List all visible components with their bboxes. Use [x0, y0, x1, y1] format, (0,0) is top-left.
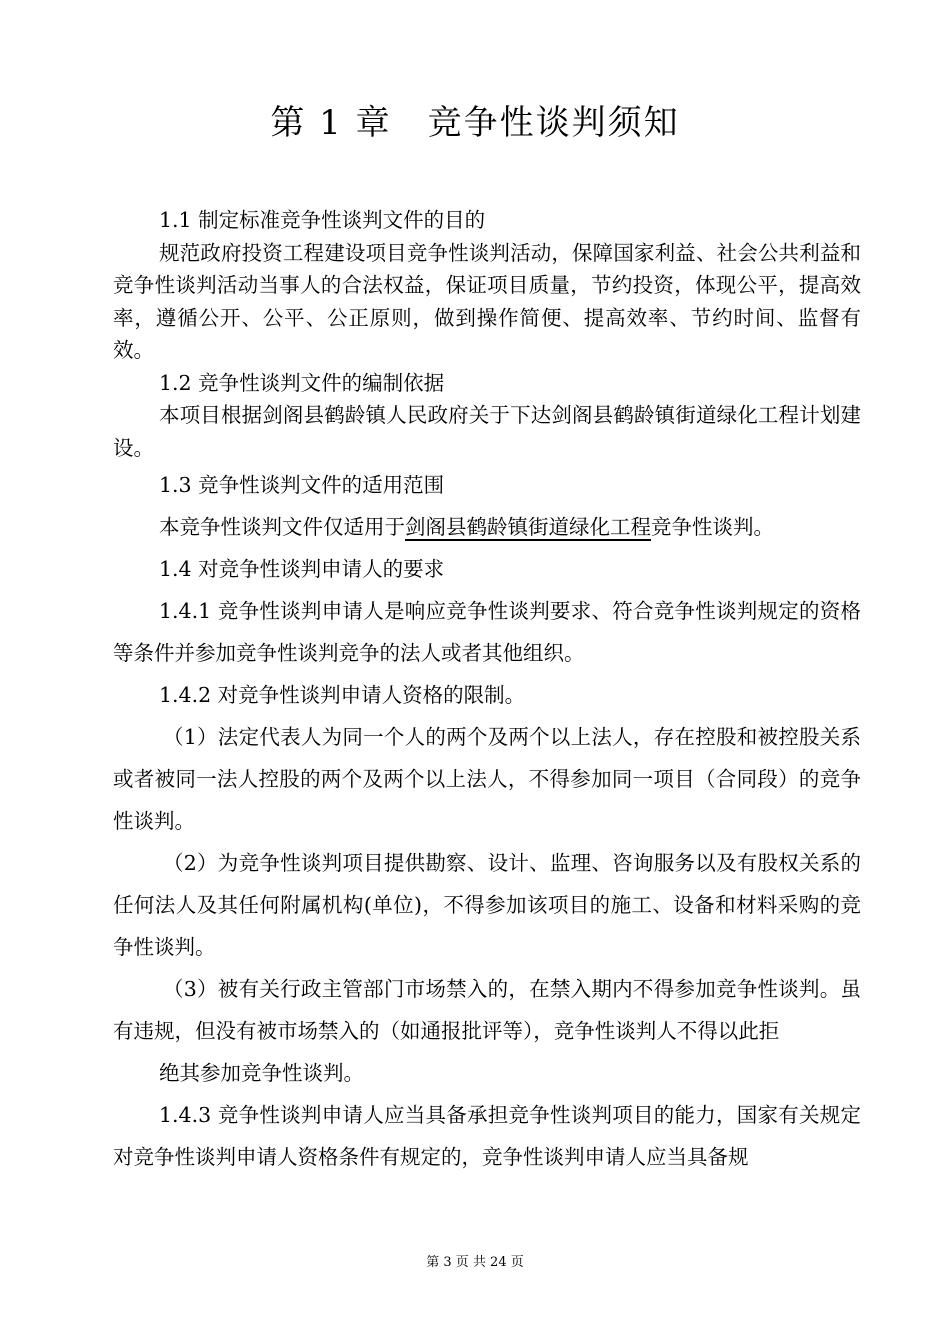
scope-prefix: 本竞争性谈判文件仅适用于 [159, 515, 405, 539]
section-heading-1-1: 1.1 制定标准竞争性谈判文件的目的 [159, 208, 486, 232]
scope-suffix: 竞争性谈判。 [651, 515, 774, 539]
section-heading-1-4: 1.4 对竞争性谈判申请人的要求 [159, 557, 445, 581]
clause-1-4-3: 1.4.3 竞争性谈判申请人应当具备承担竞争性谈判项目的能力，国家有关规定对竞争性谈判申请人资格条件有规定的，竞争性谈判申请人应当具备规 [113, 1103, 861, 1169]
project-name: 剑阁县鹤龄镇街道绿化工程 [405, 515, 651, 539]
chapter-title: 第 1 章 竞争性谈判须知 [270, 103, 680, 143]
section-text-1-3 [113, 506, 861, 548]
clause-1-4-1: 1.4.1 竞争性谈判申请人是响应竞争性谈判要求、符合竞争性谈判规定的资格等条件并参加竞争性谈判竞争的法人或者其他组织。 [113, 599, 861, 665]
clause-1-4-2: 1.4.2 对竞争性谈判申请人资格的限制。 [159, 683, 526, 707]
section-text-1-2: 本项目根据剑阁县鹤龄镇人民政府关于下达剑阁县鹤龄镇街道绿化工程计划建设。 [113, 403, 861, 460]
section-heading-1-3: 1.3 竞争性谈判文件的适用范围 [159, 473, 445, 497]
document-body [113, 204, 861, 1178]
restriction-item-3: （3）被有关行政主管部门市场禁入的，在禁入期内不得参加竞争性谈判。虽有违规，但没有被市场禁入的（如通报批评等），竞争性谈判人不得以此拒 [113, 977, 861, 1043]
restriction-item-1: （1）法定代表人为同一个人的两个及两个以上法人，存在控股和被控股关系或者被同一法人控股的两个及两个以上法人，不得参加同一项目（合同段）的竞争性谈判。 [113, 725, 861, 833]
page-number-footer: 第 3 页 共 24 页 [426, 1255, 524, 1270]
section-text-1-1: 规范政府投资工程建设项目竞争性谈判活动，保障国家利益、社会公共利益和竞争性谈判活动当事人的合法权益，保证项目质量，节约投资，体现公平，提高效率，遵循公开、公平、公正原则，做到操作简便、提高效率、节约时间、监督有效。 [113, 240, 861, 362]
restriction-item-3-continued: 绝其参加竞争性谈判。 [159, 1061, 364, 1085]
section-heading-1-2: 1.2 竞争性谈判文件的编制依据 [159, 370, 445, 395]
restriction-item-2: （2）为竞争性谈判项目提供勘察、设计、监理、咨询服务以及有股权关系的任何法人及其任何附属机构(单位)，不得参加该项目的施工、设备和材料采购的竞争性谈判。 [113, 851, 861, 959]
